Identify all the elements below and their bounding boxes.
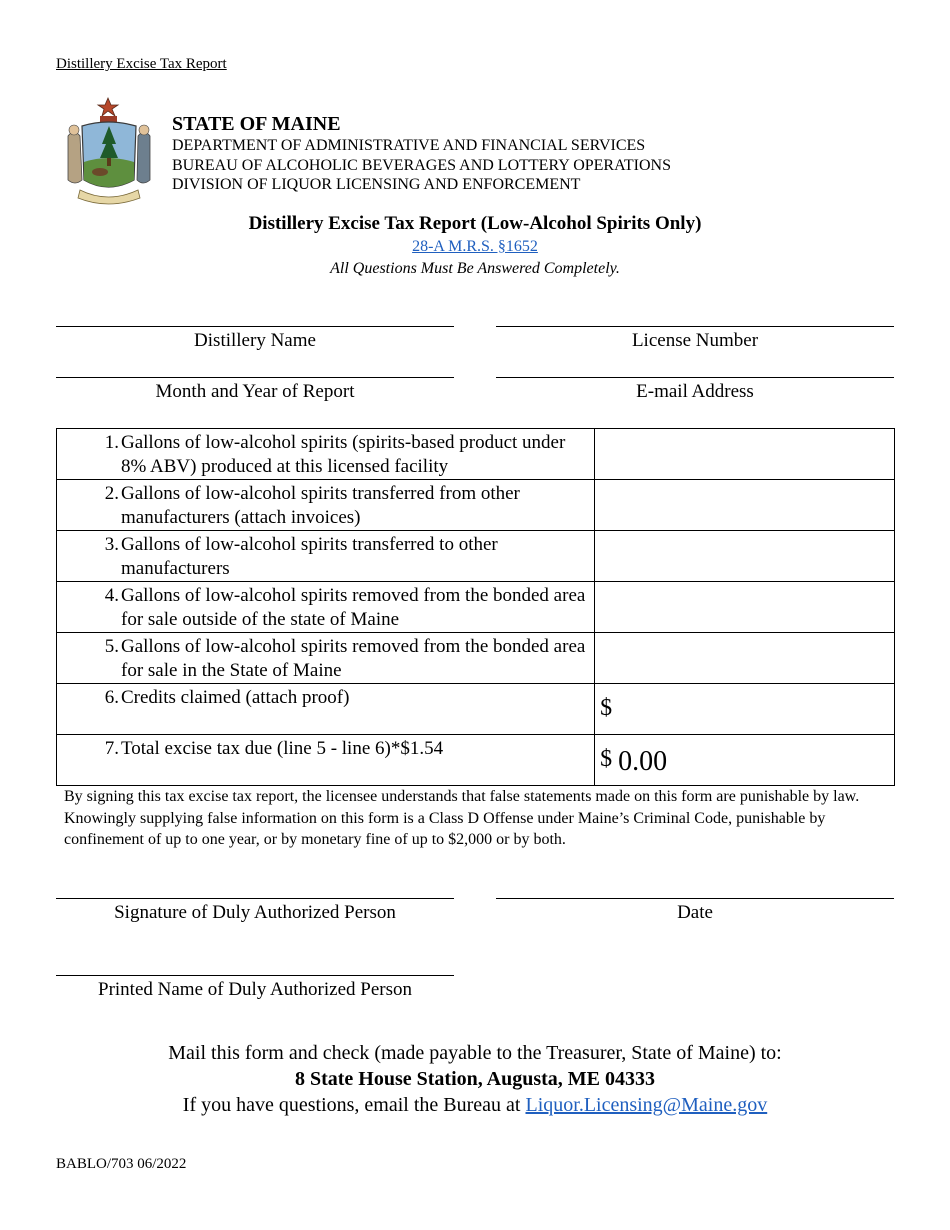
line-number: 4.: [104, 585, 119, 606]
line-description: Gallons of low-alcohol spirits removed from the bonded area for sale in the State of Maine: [121, 636, 586, 681]
line-description: Credits claimed (attach proof): [121, 687, 350, 708]
month-year-field[interactable]: [56, 377, 454, 403]
date-field[interactable]: [496, 898, 894, 924]
statute-link[interactable]: 28-A M.R.S. §1652: [412, 238, 538, 255]
form-instruction: All Questions Must Be Answered Completely.: [330, 260, 620, 277]
line-4-input[interactable]: [595, 582, 895, 633]
division-name: DIVISION OF LIQUOR LICENSING AND ENFORCEMENT: [172, 176, 581, 193]
distillery-name-label: Distillery Name: [194, 330, 316, 351]
mail-line: Mail this form and check (made payable to the Treasurer, State of Maine) to:: [168, 1042, 782, 1064]
title-block: [0, 212, 950, 280]
license-number-label: License Number: [631, 330, 759, 351]
distillery-name-field[interactable]: [56, 326, 454, 352]
table-row: [57, 735, 895, 786]
printed-name-label: Printed Name of Duly Authorized Person: [98, 979, 412, 1000]
currency-symbol: $: [600, 746, 613, 772]
line-number: 3.: [104, 534, 119, 555]
line-5-input[interactable]: [595, 633, 895, 684]
month-year-label: Month and Year of Report: [155, 381, 355, 402]
maine-state-seal-icon: [60, 96, 160, 206]
table-row: [57, 531, 895, 582]
table-row: [57, 633, 895, 684]
bureau-email-link[interactable]: Liquor.Licensing@Maine.gov: [525, 1094, 768, 1116]
signature-label: Signature of Duly Authorized Person: [114, 902, 396, 923]
line-value: [612, 691, 618, 722]
questions-line: [0, 1092, 950, 1118]
signature-field[interactable]: [56, 898, 454, 924]
form-title: Distillery Excise Tax Report (Low-Alcohol Spirits Only): [248, 213, 702, 234]
credits-claimed-input[interactable]: [595, 684, 895, 735]
line-1-input[interactable]: [595, 429, 895, 480]
line-number: 5.: [104, 636, 119, 657]
table-row: [57, 480, 895, 531]
line-2-input[interactable]: [595, 480, 895, 531]
line-description: Gallons of low-alcohol spirits (spirits-based product under 8% ABV) produced at this licensed facility: [121, 432, 566, 477]
department-name: DEPARTMENT OF ADMINISTRATIVE AND FINANCIAL SERVICES: [172, 137, 646, 154]
mailing-address: 8 State House Station, Augusta, ME 04333: [294, 1068, 656, 1090]
running-header: Distillery Excise Tax Report: [56, 56, 227, 72]
email-field[interactable]: [496, 377, 894, 403]
line-items-table: [56, 428, 895, 786]
currency-symbol: $: [600, 695, 613, 721]
table-row: [57, 429, 895, 480]
line-number: 7.: [104, 738, 119, 759]
mailing-instructions: [0, 1040, 950, 1118]
table-row: [57, 684, 895, 735]
table-row: [57, 582, 895, 633]
line-number: 6.: [104, 687, 119, 708]
legal-statement: By signing this tax excise tax report, the licensee understands that false statements made on this form are punishable by law. Knowingly supplying false information on this form is a Class D Offense under Maine’s Criminal Code, punishable by confinement of up to one year, or by monetary fine of up to $2,000 or by both.: [64, 788, 860, 848]
agency-block: [172, 112, 671, 195]
line-3-input[interactable]: [595, 531, 895, 582]
questions-prefix: If you have questions, email the Bureau at: [182, 1094, 526, 1116]
line-description: Gallons of low-alcohol spirits transferred from other manufacturers (attach invoices): [121, 483, 520, 528]
line-description: Gallons of low-alcohol spirits removed from the bonded area for sale outside of the state of Maine: [121, 585, 586, 630]
line-number: 1.: [104, 432, 119, 453]
date-label: Date: [677, 902, 713, 923]
line-number: 2.: [104, 483, 119, 504]
total-amount: 0.00: [618, 746, 668, 777]
license-number-field[interactable]: [496, 326, 894, 352]
line-description: Gallons of low-alcohol spirits transferred to other manufacturers: [121, 534, 498, 579]
printed-name-field[interactable]: [56, 975, 454, 1001]
state-name: STATE OF MAINE: [172, 113, 341, 135]
bureau-name: BUREAU OF ALCOHOLIC BEVERAGES AND LOTTERY OPERATIONS: [172, 156, 671, 174]
line-description: Total excise tax due (line 5 - line 6)*$1.54: [121, 738, 444, 759]
total-tax-due-value: [595, 735, 895, 786]
email-label: E-mail Address: [636, 381, 754, 402]
form-number: BABLO/703 06/2022: [56, 1156, 187, 1172]
